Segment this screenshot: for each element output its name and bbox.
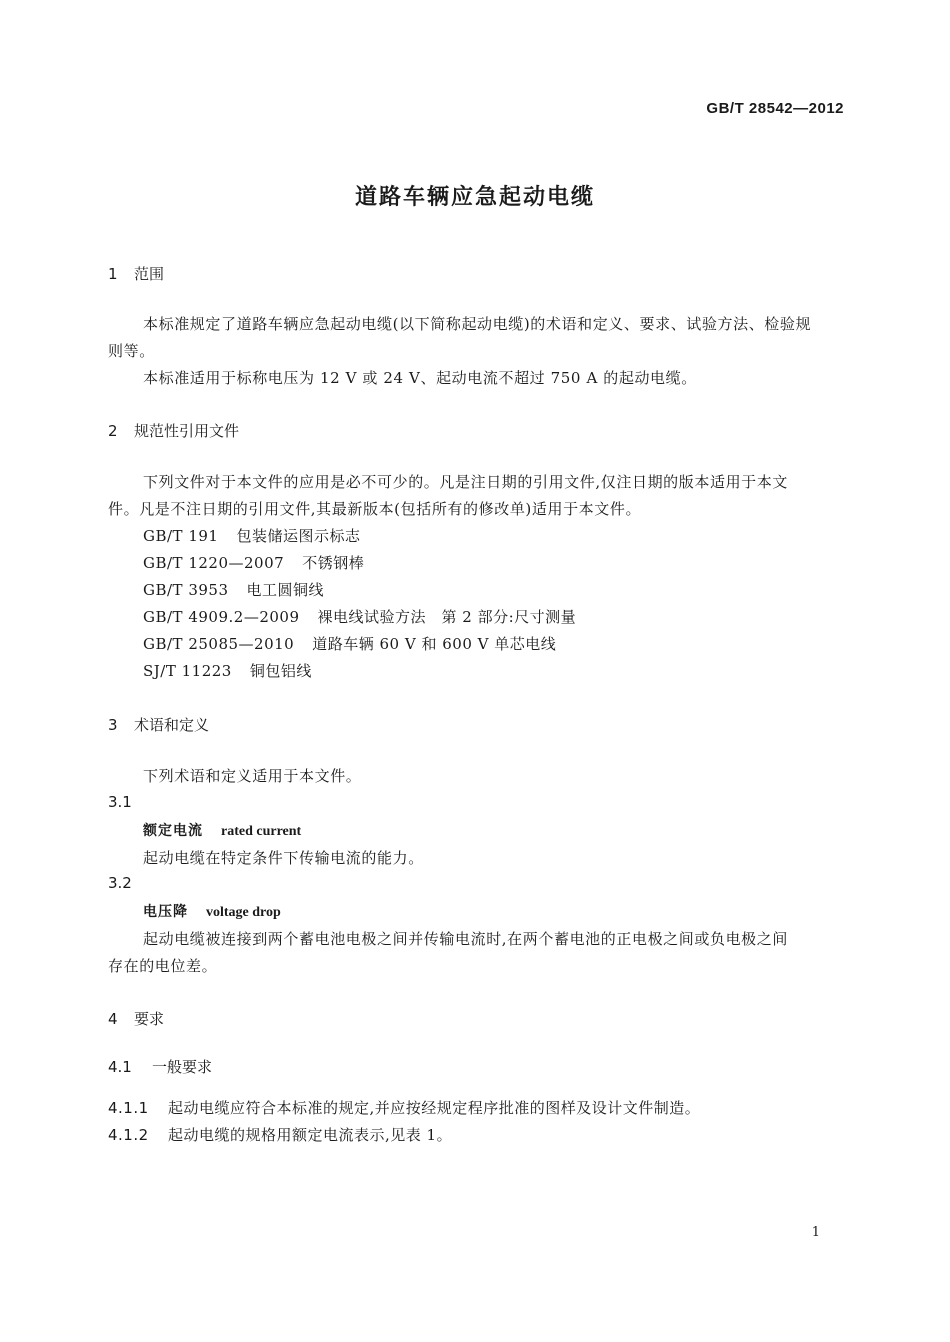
- subsection-4-1-heading: [108, 1056, 212, 1077]
- normative-reference: [143, 660, 312, 681]
- term-english: rated current: [221, 824, 302, 839]
- term-definition: 起动电缆在特定条件下传输电流的能力。: [143, 849, 424, 867]
- subsection-title: 一般要求: [152, 1058, 213, 1076]
- section-number: 4: [108, 1010, 118, 1028]
- reference-title: 不锈钢棒: [302, 554, 365, 572]
- page-number: 1: [811, 1225, 820, 1240]
- section-title: 规范性引用文件: [134, 422, 240, 440]
- term-definition-continued: 存在的电位差。: [108, 957, 218, 975]
- reference-title: 铜包铝线: [249, 662, 312, 680]
- normative-reference: [143, 579, 324, 600]
- section-1-heading: [108, 263, 164, 284]
- term-number: 3.2: [108, 874, 132, 892]
- clause-number: 4.1.1: [108, 1099, 149, 1117]
- reference-code: SJ/T 11223: [143, 662, 232, 680]
- clause: [108, 1124, 452, 1145]
- normative-reference: [143, 606, 576, 627]
- normative-reference: [143, 633, 556, 654]
- reference-code: GB/T 1220—2007: [143, 554, 285, 572]
- section-number: 2: [108, 422, 118, 440]
- term-entry: [143, 901, 281, 921]
- reference-code: GB/T 4909.2—2009: [143, 608, 300, 626]
- term-chinese: 额定电流: [143, 823, 203, 839]
- section-title: 术语和定义: [134, 716, 210, 734]
- clause-text: 起动电缆的规格用额定电流表示,见表 1。: [168, 1126, 453, 1144]
- reference-code: GB/T 3953: [143, 581, 229, 599]
- paragraph: 下列术语和定义适用于本文件。: [143, 767, 362, 785]
- term-chinese: 电压降: [143, 904, 188, 920]
- term-definition: 起动电缆被连接到两个蓄电池电极之间并传输电流时,在两个蓄电池的正电极之间或负电极之间: [143, 930, 788, 948]
- document-title: 道路车辆应急起动电缆: [354, 185, 595, 210]
- term-english: voltage drop: [206, 905, 281, 920]
- reference-code: GB/T 191: [143, 527, 219, 545]
- reference-title: 包装储运图示标志: [236, 527, 361, 545]
- paragraph: 本标准适用于标称电压为 12 V 或 24 V、起动电流不超过 750 A 的起动电缆。: [143, 369, 697, 387]
- section-2-heading: [108, 420, 239, 441]
- reference-title: 道路车辆 60 V 和 600 V 单芯电线: [312, 635, 557, 653]
- clause-text: 起动电缆应符合本标准的规定,并应按经规定程序批准的图样及设计文件制造。: [168, 1099, 701, 1117]
- reference-title: 电工圆铜线: [246, 581, 325, 599]
- section-4-heading: [108, 1008, 164, 1029]
- normative-reference: [143, 525, 360, 546]
- normative-reference: [143, 552, 364, 573]
- section-title: 范围: [134, 265, 165, 283]
- standard-code: GB/T 28542—2012: [706, 100, 844, 117]
- term-number: 3.1: [108, 793, 132, 811]
- section-number: 1: [108, 265, 118, 283]
- section-number: 3: [108, 716, 118, 734]
- section-3-heading: [108, 714, 209, 735]
- reference-code: GB/T 25085—2010: [143, 635, 295, 653]
- paragraph-continued: 则等。: [108, 342, 155, 360]
- section-title: 要求: [134, 1010, 165, 1028]
- clause: [108, 1097, 700, 1118]
- subsection-number: 4.1: [108, 1058, 132, 1076]
- paragraph: 本标准规定了道路车辆应急起动电缆(以下简称起动电缆)的术语和定义、要求、试验方法、检验规: [143, 315, 812, 333]
- term-entry: [143, 820, 301, 840]
- clause-number: 4.1.2: [108, 1126, 149, 1144]
- reference-title: 裸电线试验方法 第 2 部分:尺寸测量: [317, 608, 577, 626]
- paragraph: 下列文件对于本文件的应用是必不可少的。凡是注日期的引用文件,仅注日期的版本适用于本文: [143, 473, 788, 491]
- paragraph-continued: 件。凡是不注日期的引用文件,其最新版本(包括所有的修改单)适用于本文件。: [108, 500, 642, 518]
